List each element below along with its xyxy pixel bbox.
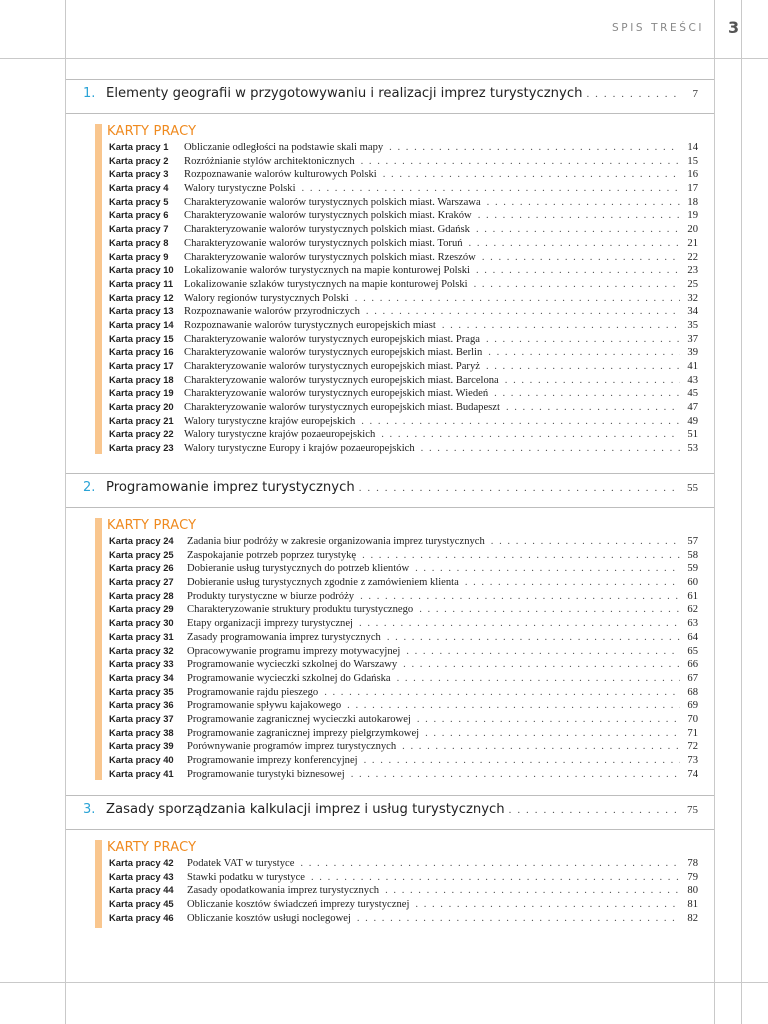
worksheet-title: Produkty turystyczne w biurze podróży: [187, 590, 355, 602]
worksheet-entry[interactable]: [109, 277, 698, 291]
worksheet-title: Rozróżnianie stylów architektonicznych: [184, 155, 355, 167]
worksheet-entry[interactable]: [109, 753, 698, 767]
worksheet-entry[interactable]: [109, 304, 698, 318]
worksheet-entry[interactable]: [109, 427, 698, 441]
worksheet-title: Walory regionów turystycznych Polski: [184, 292, 349, 304]
dot-leader: [494, 387, 680, 401]
worksheet-label: Karta pracy 37: [109, 712, 174, 724]
section-number: 1.: [83, 86, 96, 101]
dot-leader: [487, 196, 680, 210]
worksheet-entry[interactable]: [109, 712, 698, 726]
worksheet-title: Programowanie rajdu pieszego: [187, 686, 319, 698]
accent-bar: [95, 518, 102, 780]
worksheet-label: Karta pracy 26: [109, 562, 174, 574]
worksheet-label: Karta pracy 46: [109, 911, 174, 923]
worksheet-page: 65: [687, 645, 698, 657]
outer-margin-line: [741, 0, 742, 1024]
dot-leader: [387, 631, 680, 645]
worksheet-page: 34: [687, 306, 698, 318]
worksheet-label: Karta pracy 22: [109, 428, 174, 440]
worksheet-title: Charakteryzowanie walorów turystycznych polskich miast. Gdańsk: [184, 224, 470, 236]
worksheet-title: Zasady programowania imprez turystycznych: [187, 631, 381, 643]
worksheet-label: Karta pracy 5: [109, 195, 169, 207]
section-heading-3[interactable]: [66, 795, 714, 830]
worksheet-entry[interactable]: [109, 359, 698, 373]
worksheet-title: Charakteryzowanie walorów turystycznych polskich miast. Rzeszów: [184, 251, 476, 263]
worksheet-label: Karta pracy 24: [109, 535, 174, 546]
worksheet-title: Obliczanie odległości na podstawie skali mapy: [184, 142, 384, 153]
dot-leader: [347, 699, 680, 713]
dot-leader: [442, 319, 680, 333]
dot-leader: [364, 754, 680, 768]
worksheet-page: 43: [687, 374, 698, 386]
dot-leader: [474, 278, 680, 292]
worksheet-entry[interactable]: [109, 345, 698, 359]
worksheet-page: 82: [687, 912, 698, 924]
worksheet-page: 64: [687, 631, 698, 643]
dot-leader: [385, 884, 680, 898]
worksheet-label: Karta pracy 4: [109, 182, 169, 194]
worksheet-label: Karta pracy 27: [109, 576, 174, 588]
worksheet-title: Lokalizowanie szlaków turystycznych na mapie konturowej Polski: [184, 278, 468, 290]
worksheet-title: Obliczanie kosztów świadczeń imprezy turystycznej: [187, 899, 410, 911]
dot-leader: [505, 374, 680, 388]
worksheet-entry[interactable]: [109, 630, 698, 644]
worksheet-title: Programowanie turystyki biznesowej: [187, 768, 345, 780]
dot-leader: [397, 672, 680, 686]
worksheet-entry[interactable]: [109, 561, 698, 575]
worksheet-entry[interactable]: [109, 698, 698, 712]
worksheet-title: Charakteryzowanie walorów turystycznych europejskich miast. Praga: [184, 333, 480, 345]
worksheet-page: 45: [687, 388, 698, 400]
worksheet-title: Walory turystyczne krajów europejskich: [184, 415, 356, 427]
worksheet-page: 57: [687, 536, 698, 547]
worksheet-page: 67: [687, 672, 698, 684]
worksheet-label: Karta pracy 45: [109, 898, 174, 910]
worksheet-title: Rozpoznawanie walorów kulturowych Polski: [184, 169, 377, 181]
worksheet-entry[interactable]: [109, 441, 698, 455]
section-page: 75: [687, 804, 698, 816]
dot-leader: [302, 182, 680, 196]
worksheet-label: Karta pracy 15: [109, 332, 174, 344]
running-header: SPIS TREŚCI: [612, 22, 705, 34]
worksheet-title: Opracowywanie programu imprezy motywacyjnej: [187, 645, 401, 657]
worksheet-page: 51: [687, 429, 698, 441]
worksheet-page: 73: [687, 755, 698, 766]
worksheet-label: Karta pracy 28: [109, 589, 174, 601]
section-number: 2.: [83, 480, 96, 495]
worksheet-entry[interactable]: [109, 575, 698, 589]
worksheet-page: 21: [687, 237, 698, 249]
header-rule: [0, 58, 768, 59]
section-title: Zasady sporządzania kalkulacji imprez i usług turystycznych: [106, 802, 505, 817]
dot-leader: [586, 88, 678, 100]
section-title: Elementy geografii w przygotowywaniu i realizacji imprez turystycznych: [106, 86, 583, 101]
dot-leader: [488, 346, 680, 360]
right-margin-line: [714, 0, 715, 1024]
worksheet-entry[interactable]: [109, 208, 698, 222]
dot-leader: [300, 857, 680, 871]
worksheet-label: Karta pracy 16: [109, 346, 174, 358]
worksheet-title: Charakteryzowanie walorów turystycznych europejskich miast. Wiedeń: [184, 388, 489, 400]
worksheet-entry[interactable]: [109, 222, 698, 236]
dot-leader: [361, 415, 680, 429]
worksheet-label: Karta pracy 9: [109, 250, 169, 262]
worksheet-page: 37: [687, 333, 698, 345]
worksheet-page: 39: [687, 347, 698, 359]
worksheet-title: Zadania biur podróży w zakresie organizowania imprez turystycznych: [187, 536, 485, 547]
worksheet-entry[interactable]: [109, 263, 698, 277]
worksheet-list-1: [95, 124, 698, 454]
worksheet-title: Walory turystyczne Europy i krajów pozaeuropejskich: [184, 443, 415, 455]
worksheet-page: 23: [687, 265, 698, 277]
worksheet-entry[interactable]: [109, 400, 698, 414]
page-number: 3: [728, 18, 740, 37]
worksheet-entry[interactable]: [109, 548, 698, 562]
worksheet-entry[interactable]: [109, 897, 698, 911]
worksheet-label: Karta pracy 6: [109, 209, 169, 221]
worksheet-entry[interactable]: [109, 291, 698, 305]
worksheet-page: 32: [687, 292, 698, 304]
dot-leader: [465, 576, 680, 590]
worksheet-label: Karta pracy 7: [109, 223, 169, 235]
worksheet-label: Karta pracy 13: [109, 305, 174, 317]
worksheet-page: 47: [687, 402, 698, 414]
worksheet-title: Charakteryzowanie walorów turystycznych europejskich miast. Paryż: [184, 361, 480, 372]
worksheet-entry[interactable]: [109, 154, 698, 168]
worksheet-title: Rozpoznawanie walorów przyrodniczych: [184, 306, 360, 318]
dot-leader: [381, 428, 680, 442]
worksheet-entry[interactable]: [109, 534, 698, 548]
worksheet-label: Karta pracy 38: [109, 726, 174, 738]
worksheet-page: 58: [687, 549, 698, 561]
worksheet-page: 72: [687, 741, 698, 753]
section-number: 3.: [83, 802, 96, 817]
worksheet-title: Walory turystyczne Polski: [184, 183, 296, 195]
worksheet-page: 62: [687, 604, 698, 616]
dot-leader: [425, 727, 680, 741]
worksheet-label: Karta pracy 21: [109, 414, 174, 426]
worksheet-page: 53: [687, 443, 698, 455]
worksheet-title: Charakteryzowanie struktury produktu turystycznego: [187, 604, 414, 616]
worksheet-entry[interactable]: [109, 250, 698, 264]
worksheet-label: Karta pracy 39: [109, 740, 174, 752]
dot-leader: [478, 209, 680, 223]
left-margin-line: [65, 0, 66, 1024]
worksheet-title: Lokalizowanie walorów turystycznych na mapie konturowej Polski: [184, 265, 470, 277]
worksheet-entry[interactable]: [109, 140, 698, 154]
worksheet-entry[interactable]: [109, 386, 698, 400]
worksheet-page: 16: [687, 169, 698, 181]
worksheet-label: Karta pracy 8: [109, 236, 169, 248]
worksheet-label: Karta pracy 17: [109, 360, 174, 371]
worksheet-title: Stawki podatku w turystyce: [187, 871, 305, 883]
worksheet-page: 79: [687, 871, 698, 883]
worksheet-label: Karta pracy 32: [109, 644, 174, 656]
worksheet-entry[interactable]: [109, 318, 698, 332]
worksheet-label: Karta pracy 35: [109, 685, 174, 697]
worksheet-title: Charakteryzowanie walorów turystycznych polskich miast. Warszawa: [184, 196, 481, 208]
worksheet-label: Karta pracy 23: [109, 442, 174, 454]
worksheet-title: Dobieranie usług turystycznych do potrzeb klientów: [187, 563, 410, 575]
worksheet-entry[interactable]: [109, 373, 698, 387]
worksheet-label: Karta pracy 44: [109, 884, 174, 896]
worksheet-page: 20: [687, 224, 698, 236]
worksheets-heading: KARTY PRACY: [107, 124, 197, 139]
section-title: Programowanie imprez turystycznych: [106, 480, 355, 495]
worksheet-title: Rozpoznawanie walorów turystycznych europejskich miast: [184, 319, 436, 331]
worksheet-page: 59: [687, 563, 698, 575]
worksheet-label: Karta pracy 18: [109, 373, 174, 385]
worksheet-title: Programowanie wycieczki szkolnej do Gdańska: [187, 672, 391, 684]
worksheet-title: Porównywanie programów imprez turystycznych: [187, 741, 397, 753]
worksheet-list-3: [95, 840, 698, 928]
worksheet-page: 78: [687, 858, 698, 869]
worksheet-title: Dobieranie usług turystycznych zgodnie z zamówieniem klienta: [187, 577, 459, 589]
dot-leader: [355, 292, 680, 306]
dot-leader: [360, 590, 680, 604]
worksheet-title: Charakteryzowanie walorów turystycznych europejskich miast. Berlin: [184, 347, 483, 359]
worksheet-entry[interactable]: [109, 332, 698, 346]
worksheet-title: Obliczanie kosztów usługi noclegowej: [187, 912, 351, 924]
worksheet-entry[interactable]: [109, 602, 698, 616]
worksheet-label: Karta pracy 25: [109, 548, 174, 560]
worksheet-entry[interactable]: [109, 167, 698, 181]
dot-leader: [359, 482, 678, 494]
worksheet-page: 49: [687, 415, 698, 427]
worksheet-page: 63: [687, 618, 698, 630]
dot-leader: [415, 562, 680, 576]
dot-leader: [417, 713, 680, 727]
worksheet-page: 61: [687, 590, 698, 602]
worksheet-label: Karta pracy 31: [109, 630, 174, 642]
worksheet-page: 18: [687, 196, 698, 208]
worksheet-list-2: [95, 518, 698, 780]
dot-leader: [509, 804, 678, 816]
dot-leader: [415, 898, 680, 912]
worksheet-page: 68: [687, 686, 698, 698]
dot-leader: [351, 768, 680, 782]
worksheet-label: Karta pracy 3: [109, 168, 169, 180]
worksheet-label: Karta pracy 12: [109, 291, 174, 303]
worksheet-title: Zaspokajanie potrzeb poprzez turystykę: [187, 549, 357, 561]
worksheet-label: Karta pracy 34: [109, 671, 174, 683]
dot-leader: [324, 686, 680, 700]
dot-leader: [486, 333, 680, 347]
worksheet-title: Programowanie spływu kajakowego: [187, 700, 342, 712]
worksheet-label: Karta pracy 14: [109, 318, 174, 330]
dot-leader: [491, 535, 680, 549]
worksheet-entry[interactable]: [109, 236, 698, 250]
worksheet-entry[interactable]: [109, 181, 698, 195]
accent-bar: [95, 840, 102, 928]
worksheet-title: Programowanie wycieczki szkolnej do Warszawy: [187, 659, 398, 671]
worksheet-title: Charakteryzowanie walorów turystycznych europejskich miast. Budapeszt: [184, 402, 500, 414]
worksheet-page: 35: [687, 319, 698, 331]
dot-leader: [402, 740, 680, 754]
worksheet-page: 71: [687, 727, 698, 739]
dot-leader: [366, 305, 680, 319]
worksheet-page: 17: [687, 183, 698, 195]
section-heading-1[interactable]: [66, 79, 714, 114]
worksheet-entry[interactable]: [109, 589, 698, 603]
dot-leader: [403, 658, 680, 672]
dot-leader: [469, 237, 680, 251]
dot-leader: [311, 871, 680, 885]
worksheet-label: Karta pracy 20: [109, 401, 174, 413]
worksheet-entry[interactable]: [109, 739, 698, 753]
dot-leader: [361, 155, 680, 169]
worksheet-title: Zasady opodatkowania imprez turystycznych: [187, 885, 380, 897]
worksheet-page: 25: [687, 278, 698, 290]
worksheet-page: 22: [687, 251, 698, 263]
worksheet-title: Walory turystyczne krajów pozaeuropejskich: [184, 429, 376, 441]
worksheet-title: Charakteryzowanie walorów turystycznych europejskich miast. Barcelona: [184, 374, 499, 386]
worksheet-entry[interactable]: [109, 195, 698, 209]
worksheet-title: Programowanie zagranicznej imprezy pielgrzymkowej: [187, 727, 420, 739]
worksheet-title: Podatek VAT w turystyce: [187, 858, 295, 869]
accent-bar: [95, 124, 102, 454]
worksheets-heading: KARTY PRACY: [107, 518, 197, 533]
worksheet-label: Karta pracy 19: [109, 387, 174, 399]
footer-rule: [0, 982, 768, 983]
section-page: 55: [687, 482, 698, 494]
worksheet-label: Karta pracy 43: [109, 870, 174, 882]
worksheet-label: Karta pracy 30: [109, 617, 174, 629]
worksheet-entry[interactable]: [109, 856, 698, 870]
worksheet-label: Karta pracy 33: [109, 658, 174, 670]
worksheets-heading: KARTY PRACY: [107, 840, 197, 855]
worksheet-entry[interactable]: [109, 414, 698, 428]
worksheet-page: 81: [687, 899, 698, 911]
dot-leader: [383, 168, 680, 182]
worksheet-label: Karta pracy 11: [109, 277, 174, 289]
dot-leader: [482, 251, 680, 265]
dot-leader: [389, 141, 680, 155]
dot-leader: [406, 645, 680, 659]
worksheet-title: Programowanie imprezy konferencyjnej: [187, 755, 358, 766]
worksheet-page: 66: [687, 659, 698, 671]
dot-leader: [476, 223, 680, 237]
dot-leader: [362, 549, 680, 563]
worksheet-entry[interactable]: [109, 671, 698, 685]
worksheet-entry[interactable]: [109, 870, 698, 884]
worksheet-label: Karta pracy 41: [109, 767, 174, 779]
worksheet-label: Karta pracy 1: [109, 141, 169, 152]
worksheet-page: 41: [687, 361, 698, 372]
worksheet-label: Karta pracy 2: [109, 154, 169, 166]
worksheet-title: Charakteryzowanie walorów turystycznych polskich miast. Kraków: [184, 210, 472, 222]
worksheet-page: 74: [687, 768, 698, 780]
worksheet-title: Programowanie zagranicznej wycieczki autokarowej: [187, 713, 411, 725]
worksheet-title: Etapy organizacji imprezy turystycznej: [187, 618, 354, 630]
worksheet-page: 69: [687, 700, 698, 712]
worksheet-entry[interactable]: [109, 911, 698, 925]
worksheet-label: Karta pracy 42: [109, 857, 174, 868]
dot-leader: [506, 401, 680, 415]
worksheet-label: Karta pracy 29: [109, 603, 174, 615]
worksheet-page: 70: [687, 713, 698, 725]
worksheet-label: Karta pracy 10: [109, 264, 174, 276]
dot-leader: [476, 264, 680, 278]
dot-leader: [486, 360, 680, 374]
worksheet-entry[interactable]: [109, 767, 698, 781]
worksheet-page: 14: [687, 142, 698, 153]
worksheet-entry[interactable]: [109, 883, 698, 897]
section-page: 7: [692, 88, 698, 100]
worksheet-entry[interactable]: [109, 644, 698, 658]
worksheet-entry[interactable]: [109, 685, 698, 699]
dot-leader: [359, 617, 680, 631]
worksheet-page: 80: [687, 885, 698, 897]
worksheet-page: 15: [687, 155, 698, 167]
worksheet-label: Karta pracy 40: [109, 754, 174, 765]
worksheet-title: Charakteryzowanie walorów turystycznych polskich miast. Toruń: [184, 237, 463, 249]
dot-leader: [357, 912, 680, 926]
worksheet-entry[interactable]: [109, 726, 698, 740]
dot-leader: [421, 442, 680, 456]
worksheet-entry[interactable]: [109, 657, 698, 671]
worksheet-entry[interactable]: [109, 616, 698, 630]
worksheet-label: Karta pracy 36: [109, 699, 174, 711]
worksheet-page: 60: [687, 577, 698, 589]
worksheet-page: 19: [687, 210, 698, 222]
dot-leader: [419, 603, 680, 617]
section-heading-2[interactable]: [66, 473, 714, 508]
